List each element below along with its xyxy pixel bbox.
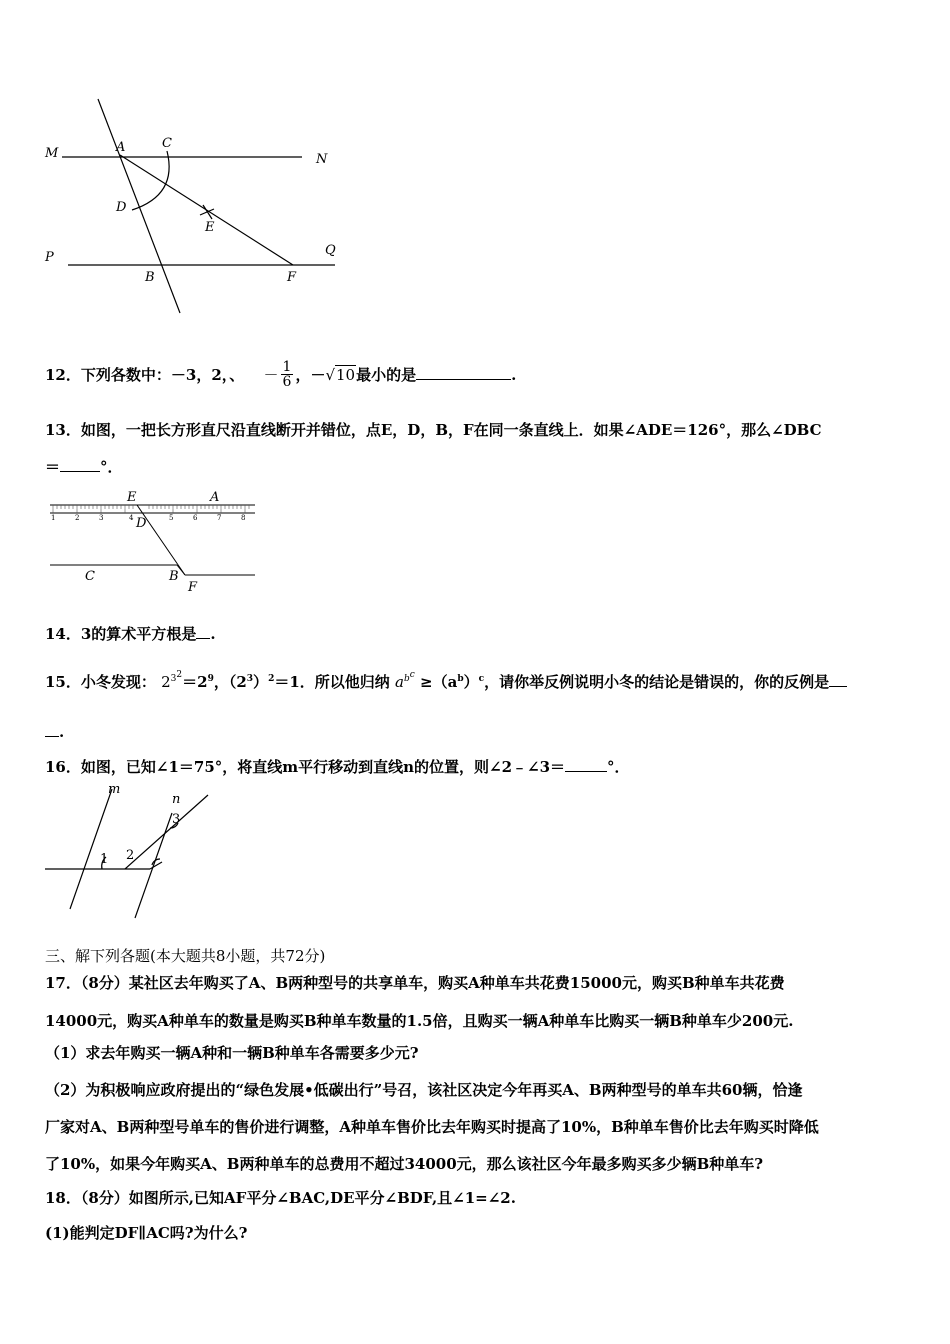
- question-14: [45, 624, 216, 644]
- q16-answer-blank[interactable]: [565, 757, 607, 772]
- q13-line2-b: °．: [100, 458, 123, 476]
- q12-minus: －: [263, 366, 279, 384]
- label-a: A: [116, 140, 126, 155]
- q15-t2exp: 9: [207, 674, 214, 684]
- q12-frac-den: 6: [282, 374, 292, 390]
- q16-text-a: 如图，已知∠1＝75°，将直线m平行移动到直线n的位置，则∠2﹣∠3＝: [80, 758, 566, 776]
- geometry-figure-lines-mn-pq: [40, 95, 350, 320]
- q18-part-1: (1)能判定DF∥AC吗?为什么?: [45, 1224, 248, 1242]
- q17-part-2-line-3: 了10%，如果今年购买A、B两种单车的总费用不超过34000元，那么该社区今年最多购买多少辆B种单车?: [45, 1155, 764, 1173]
- q12-frac-num: 1: [282, 359, 292, 375]
- q14-number: 14．: [45, 625, 81, 643]
- q12-text-a: 下列各数中：－3，2，、: [80, 366, 245, 384]
- a: a: [395, 673, 404, 691]
- label-e: E: [205, 220, 215, 235]
- base: 2: [161, 673, 171, 691]
- q15-number: 15．: [45, 673, 81, 691]
- tick-label: 7: [217, 514, 222, 522]
- q17-line-2: 14000元，购买A种单车的数量是购买B种单车数量的1.5倍，且购买一辆A种单车比购买一辆B种单车少200元.: [45, 1012, 794, 1030]
- q15-t3exp: 3: [246, 674, 254, 684]
- q12-end: .: [511, 366, 517, 384]
- angle-2-label: 2: [126, 848, 135, 863]
- q14-answer-blank[interactable]: [196, 624, 210, 639]
- q15-t3: ，（2: [213, 673, 247, 691]
- q15-t1: 小冬发现：: [80, 673, 156, 691]
- q15-t4exp: 2: [268, 674, 275, 684]
- q12-sqrt: [325, 365, 356, 384]
- q17-part-2-line-2: 厂家对A、B两种型号单车的售价进行调整，A种单车售价比去年购买时提高了10%，B种单车售价比去年购买时降低: [45, 1118, 819, 1136]
- q14-text: 3的算术平方根是: [80, 625, 197, 643]
- q15-t5: ＝1．所以他归纳: [274, 673, 390, 691]
- aexp: b: [403, 674, 410, 684]
- question-16: [45, 757, 630, 777]
- q17-line-1: 17．（8分）某社区去年购买了A、B两种型号的共享单车，购买A种单车共花费15000元，购买B种单车共花费: [45, 974, 785, 992]
- q15-t4: ）: [253, 673, 269, 691]
- q17-part-2-line-1: （2）为积极响应政府提出的“绿色发展•低碳出行”号召，该社区决定今年再买A、B两种型号的单车共60辆，恰逢: [45, 1081, 803, 1099]
- q15-end: .: [59, 723, 65, 741]
- q16-number: 16．: [45, 758, 81, 776]
- label-d: D: [136, 516, 147, 531]
- label-a: A: [210, 490, 220, 505]
- label-q: Q: [325, 243, 336, 258]
- tick-label: 1: [51, 514, 56, 522]
- q15-t7exp: c: [478, 674, 485, 684]
- q17-part-1: （1）求去年购买一辆A种和一辆B种单车各需要多少元?: [45, 1044, 419, 1062]
- tick-label: 6: [193, 514, 198, 522]
- tick-label: 3: [99, 514, 104, 522]
- question-15-line-2: [45, 722, 64, 742]
- q15-t2: ＝2: [182, 673, 208, 691]
- question-15: [45, 672, 847, 692]
- label-f: F: [287, 270, 297, 285]
- angle-1-label: 1: [100, 852, 109, 867]
- label-f: F: [188, 580, 198, 595]
- label-p: P: [45, 250, 54, 265]
- q13-answer-blank[interactable]: [60, 457, 100, 472]
- q15-general-tower: [395, 670, 415, 691]
- label-e: E: [127, 490, 137, 505]
- tick-label: 5: [169, 514, 174, 522]
- ruler-figure: [45, 487, 260, 595]
- q12-answer-blank[interactable]: [416, 365, 511, 380]
- label-b: B: [145, 270, 155, 285]
- q16-text-b: °．: [607, 758, 630, 776]
- question-13-line-2: [45, 457, 123, 477]
- q15-answer-blank-a[interactable]: [829, 672, 847, 687]
- section-3-title: 三、解下列各题(本大题共8小题，共72分): [45, 947, 326, 965]
- tick-label: 8: [241, 514, 246, 522]
- q15-t6exp: b: [457, 674, 464, 684]
- label-m: m: [108, 783, 121, 797]
- q13-number: 13．: [45, 421, 81, 439]
- exp2: 2: [176, 670, 183, 680]
- q12-radicand: 10: [336, 366, 356, 384]
- q12-fraction: [281, 360, 294, 389]
- sqrt-sign: √: [325, 366, 336, 384]
- angle-3-label: 3: [172, 812, 181, 827]
- q12-text-b: 最小的是: [356, 366, 417, 384]
- question-13-line-1: [45, 420, 822, 440]
- question-12: [45, 360, 516, 389]
- q15-t8: ，请你举反例说明小冬的结论是错误的，你的反例是: [484, 673, 830, 691]
- label-n: N: [316, 152, 328, 167]
- tick-label: 2: [75, 514, 80, 522]
- tick-label: 4: [129, 514, 134, 522]
- label-m: M: [45, 146, 59, 161]
- exp: 3: [170, 674, 177, 684]
- q12-comma: ，－: [295, 366, 326, 384]
- label-c: C: [162, 136, 172, 151]
- q18-line-1: 18．（8分）如图所示,已知AF平分∠BAC,DE平分∠BDF,且∠1=∠2.: [45, 1189, 516, 1207]
- parallel-lines-figure: [40, 783, 220, 923]
- q15-t7: ）: [463, 673, 479, 691]
- label-d: D: [116, 200, 127, 215]
- q13-line2-a: ＝: [45, 458, 61, 476]
- label-n: n: [172, 792, 181, 807]
- q12-number: 12．: [45, 366, 81, 384]
- q13-line1: 如图，一把长方形直尺沿直线断开并错位，点E，D，B，F在同一条直线上．如果∠ADE＝126°，那么∠DBC: [80, 421, 822, 439]
- q14-end: .: [210, 625, 216, 643]
- label-c: C: [85, 569, 95, 584]
- aexp2: c: [409, 670, 415, 680]
- q15-answer-blank-b[interactable]: [45, 722, 59, 737]
- label-b: B: [169, 569, 179, 584]
- q15-power-tower: [161, 670, 183, 691]
- q15-t6: ≥（a: [420, 673, 458, 691]
